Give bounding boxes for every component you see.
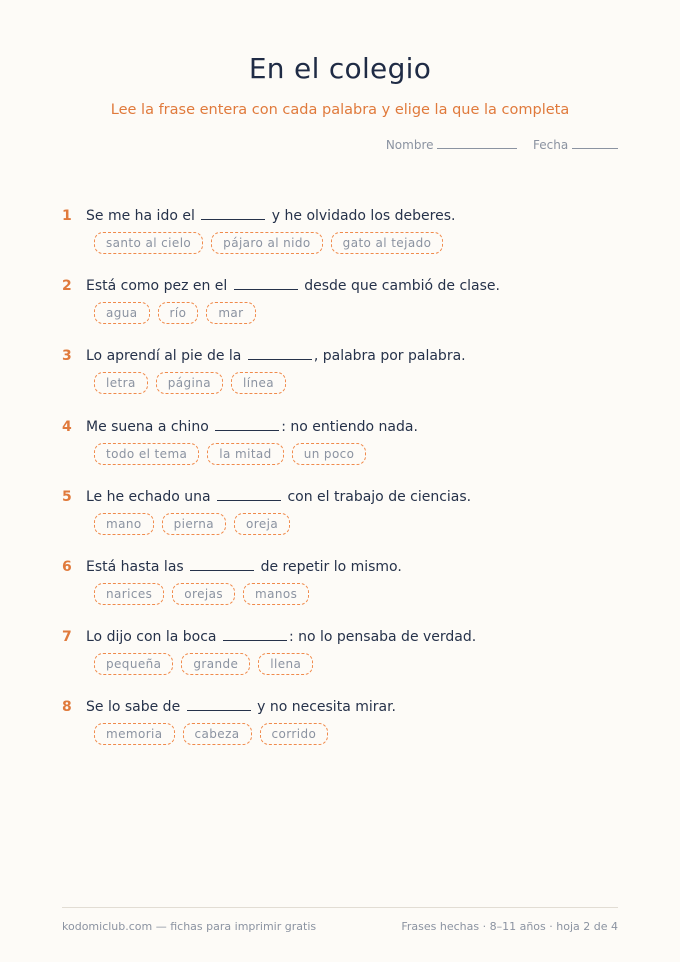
- option-chip[interactable]: mano: [94, 513, 154, 535]
- sentence-before: Me suena a chino: [86, 418, 209, 435]
- date-line[interactable]: [572, 147, 618, 149]
- option-chip[interactable]: corrido: [260, 723, 329, 745]
- option-chip[interactable]: río: [158, 302, 199, 324]
- option-chip[interactable]: página: [156, 372, 223, 394]
- sentence-before: Se me ha ido el: [86, 208, 195, 224]
- option-chip[interactable]: oreja: [234, 513, 290, 535]
- sentence-after: , palabra por palabra.: [313, 348, 466, 365]
- exercise-item: [62, 487, 622, 557]
- option-chip[interactable]: línea: [231, 372, 286, 394]
- answer-blank[interactable]: [217, 487, 281, 501]
- page-title: En el colegio: [248, 52, 432, 85]
- answer-blank[interactable]: [201, 206, 265, 220]
- answer-blank[interactable]: [215, 417, 279, 431]
- answer-blank[interactable]: [223, 627, 287, 641]
- exercise-sentence: [62, 346, 622, 366]
- option-chip[interactable]: la mitad: [207, 443, 283, 465]
- name-date-fields: [386, 138, 618, 152]
- footer-sheet-info: Frases hechas · 8–11 años · hoja 2 de 4: [401, 920, 618, 933]
- option-chip[interactable]: un poco: [292, 443, 367, 465]
- footer-divider: [62, 907, 618, 908]
- sentence-before: Lo dijo con la boca: [86, 629, 217, 646]
- exercise-item: [62, 557, 622, 627]
- page-subtitle: Lee la frase entera con cada palabra y elige la que la completa: [110, 102, 570, 118]
- option-chip[interactable]: orejas: [172, 583, 235, 605]
- item-number: 4: [62, 418, 72, 435]
- item-number: 2: [62, 278, 72, 295]
- sentence-before: Lo aprendí al pie de la: [86, 348, 242, 365]
- option-group: [94, 443, 622, 465]
- option-chip[interactable]: agua: [94, 302, 150, 324]
- item-number: 8: [62, 699, 72, 716]
- exercise-sentence: [62, 697, 622, 717]
- option-chip[interactable]: mar: [206, 302, 255, 324]
- option-chip[interactable]: todo el tema: [94, 443, 199, 465]
- option-chip[interactable]: pierna: [162, 513, 226, 535]
- answer-blank[interactable]: [248, 346, 312, 360]
- sentence-after: : no entiendo nada.: [281, 418, 418, 435]
- exercise-sentence: [62, 276, 622, 296]
- option-chip[interactable]: pájaro al nido: [211, 232, 323, 254]
- option-chip[interactable]: grande: [181, 653, 250, 675]
- exercise-item: [62, 417, 622, 487]
- option-chip[interactable]: narices: [94, 583, 164, 605]
- option-group: [94, 232, 622, 254]
- exercise-list: [62, 206, 622, 768]
- name-label: Nombre: [385, 138, 434, 152]
- exercise-item: [62, 276, 622, 346]
- option-chip[interactable]: santo al cielo: [94, 232, 203, 254]
- exercise-item: [62, 346, 622, 416]
- option-chip[interactable]: pequeña: [94, 653, 173, 675]
- sentence-before: Se lo sabe de: [86, 699, 181, 716]
- exercise-item: [62, 627, 622, 697]
- date-label: Fecha: [532, 138, 569, 152]
- footer-site: kodomiclub.com — fichas para imprimir gratis: [62, 920, 317, 933]
- sentence-after: y he olvidado los deberes.: [271, 208, 456, 224]
- sentence-after: desde que cambió de clase.: [304, 278, 500, 295]
- answer-blank[interactable]: [187, 697, 251, 711]
- option-group: [94, 513, 622, 535]
- exercise-sentence: [62, 627, 622, 647]
- option-chip[interactable]: memoria: [94, 723, 175, 745]
- exercise-sentence: [62, 487, 622, 507]
- exercise-sentence: [62, 557, 622, 577]
- sentence-after: : no lo pensaba de verdad.: [288, 629, 477, 646]
- sentence-before: Está hasta las: [86, 558, 184, 575]
- option-chip[interactable]: cabeza: [183, 723, 252, 745]
- option-group: [94, 653, 622, 675]
- item-number: 1: [62, 208, 72, 224]
- item-number: 7: [62, 629, 72, 646]
- exercise-sentence: [62, 206, 622, 226]
- option-group: [94, 583, 622, 605]
- item-number: 3: [62, 348, 72, 365]
- item-number: 5: [62, 488, 72, 505]
- sentence-before: Está como pez en el: [86, 278, 228, 295]
- exercise-item: [62, 697, 622, 767]
- option-group: [94, 723, 622, 745]
- option-group: [94, 302, 622, 324]
- name-line[interactable]: [437, 147, 517, 149]
- option-group: [94, 372, 622, 394]
- option-chip[interactable]: manos: [243, 583, 309, 605]
- answer-blank[interactable]: [234, 276, 298, 290]
- exercise-sentence: [62, 417, 622, 437]
- sentence-before: Le he echado una: [86, 488, 211, 505]
- sentence-after: con el trabajo de ciencias.: [287, 488, 472, 505]
- option-chip[interactable]: letra: [94, 372, 148, 394]
- answer-blank[interactable]: [190, 557, 254, 571]
- option-chip[interactable]: gato al tejado: [331, 232, 444, 254]
- sentence-after: de repetir lo mismo.: [260, 558, 402, 575]
- option-chip[interactable]: llena: [258, 653, 313, 675]
- exercise-item: [62, 206, 622, 276]
- sentence-after: y no necesita mirar.: [257, 699, 396, 716]
- item-number: 6: [62, 558, 72, 575]
